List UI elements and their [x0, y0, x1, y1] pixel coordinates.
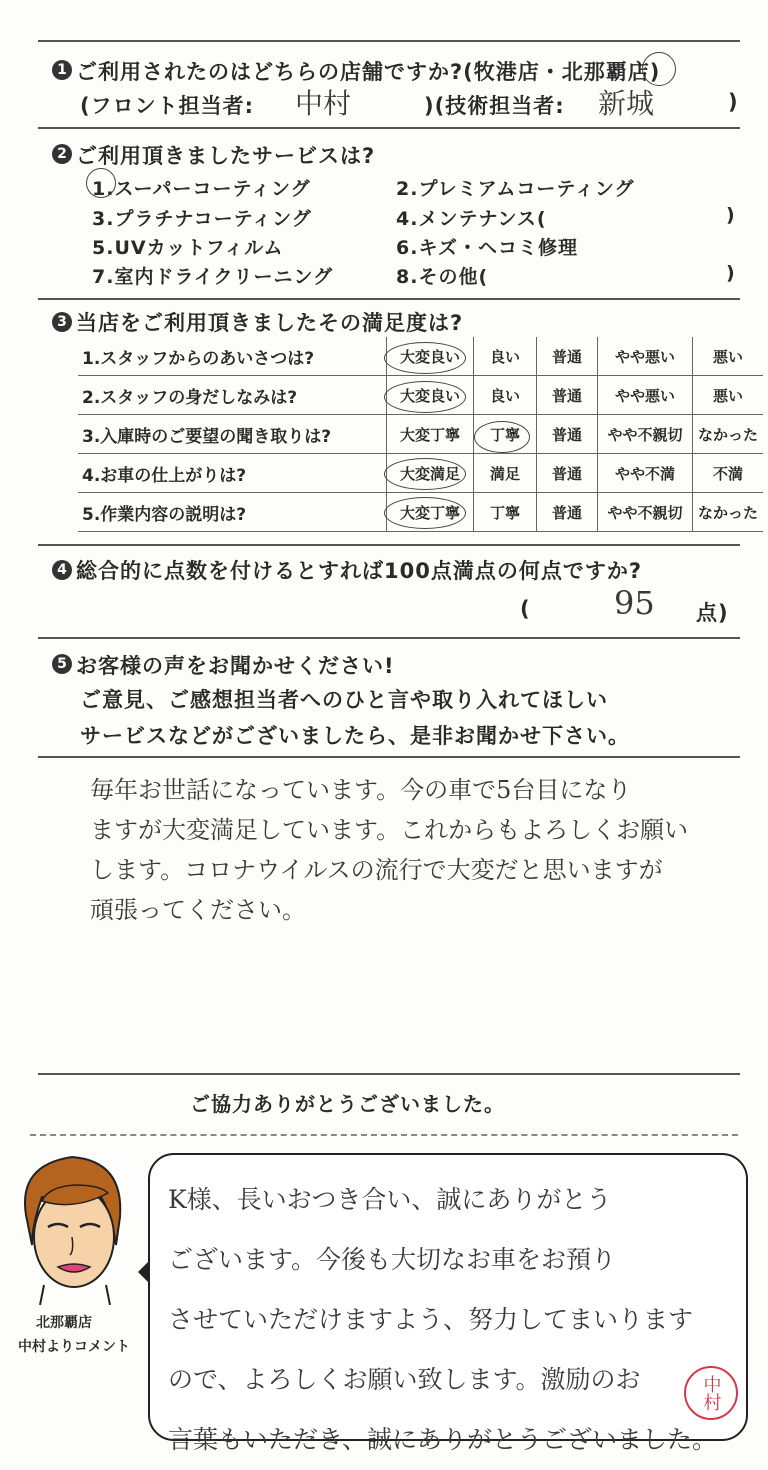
- option-cell: 良い: [474, 337, 537, 376]
- q5-line-1: お客様の声をお聞かせください!: [76, 654, 395, 678]
- service-item: 7.室内ドライクリーニング: [92, 266, 334, 288]
- question-number-2: 2: [52, 144, 72, 164]
- divider: [38, 40, 740, 42]
- row-question: 4.お車の仕上がりは?: [78, 454, 387, 493]
- front-staff-value: 中村: [295, 87, 352, 120]
- question-number-4: 4: [52, 560, 72, 580]
- question-number-5: 5: [52, 654, 72, 674]
- option-cell: 不満: [693, 454, 764, 493]
- row-question: 3.入庫時のご要望の聞き取りは?: [78, 415, 387, 454]
- option-cell: 普通: [537, 337, 598, 376]
- front-staff-label: (フロント担当者:: [80, 94, 254, 118]
- option-cell: やや悪い: [598, 337, 693, 376]
- option-cell: やや悪い: [598, 376, 693, 415]
- option-cell: 普通: [537, 493, 598, 532]
- bubble-tail: [138, 1260, 150, 1284]
- q5-line-2: ご意見、ご感想担当者へのひと言や取り入れてほしい: [80, 688, 608, 712]
- option-cell: なかった: [693, 415, 764, 454]
- option-cell: 大変丁寧: [387, 493, 474, 532]
- close-paren: ): [726, 262, 736, 284]
- divider: [38, 127, 740, 129]
- divider: [38, 756, 740, 758]
- selection-mark: [384, 381, 466, 413]
- close-paren: ): [726, 204, 736, 226]
- option-cell: 丁寧: [474, 415, 537, 454]
- option-cell: 悪い: [693, 337, 764, 376]
- option-cell: 悪い: [693, 376, 764, 415]
- close-paren: ): [728, 90, 739, 114]
- question-number-3: 3: [52, 312, 72, 332]
- score-value: 95: [614, 584, 655, 622]
- dotted-separator: [30, 1134, 738, 1136]
- q5-line-3: サービスなどがございましたら、是非お聞かせ下さい。: [80, 724, 630, 748]
- option-cell: 大変満足: [387, 454, 474, 493]
- option-cell: やや不親切: [598, 415, 693, 454]
- thanks-message: ご協力ありがとうございました。: [190, 1092, 505, 1116]
- option-cell: 大変良い: [387, 376, 474, 415]
- question-number-1: 1: [52, 60, 72, 80]
- option-cell: 丁寧: [474, 493, 537, 532]
- row-question: 5.作業内容の説明は?: [78, 493, 387, 532]
- option-cell: やや不満: [598, 454, 693, 493]
- option-cell: なかった: [693, 493, 764, 532]
- divider: [38, 637, 740, 639]
- divider: [38, 298, 740, 300]
- selection-mark: [384, 497, 466, 529]
- score-unit: 点): [696, 601, 729, 625]
- option-cell: やや不親切: [598, 493, 693, 532]
- option-cell: 良い: [474, 376, 537, 415]
- divider: [38, 544, 740, 546]
- option-cell: 満足: [474, 454, 537, 493]
- option-cell: 大変良い: [387, 337, 474, 376]
- staff-caption: 中村よりコメント: [18, 1339, 130, 1355]
- service-item: 5.UVカットフィルム: [92, 237, 284, 259]
- service-item: 8.その他(: [396, 266, 489, 288]
- selection-mark: [384, 342, 466, 374]
- service-item: 1.スーパーコーティング: [92, 178, 311, 200]
- service-item: 2.プレミアムコーティング: [396, 178, 635, 200]
- q4-question: 総合的に点数を付けるとすれば100点満点の何点ですか?: [76, 559, 643, 583]
- option-cell: 大変丁寧: [387, 415, 474, 454]
- divider: [38, 1073, 740, 1075]
- q2-question: ご利用頂きましたサービスは?: [76, 144, 376, 168]
- row-question: 1.スタッフからのあいさつは?: [78, 337, 387, 376]
- option-cell: 普通: [537, 454, 598, 493]
- tech-staff-label: )(技術担当者:: [424, 94, 565, 118]
- staff-avatar: [12, 1145, 136, 1305]
- table-row: [78, 415, 763, 454]
- service-item: 4.メンテナンス(: [396, 208, 547, 230]
- selected-store-mark: [642, 52, 676, 86]
- service-item: 6.キズ・ヘコミ修理: [396, 237, 579, 259]
- score-open-paren: (: [520, 597, 531, 621]
- row-question: 2.スタッフの身だしなみは?: [78, 376, 387, 415]
- q3-question: 当店をご利用頂きましたその満足度は?: [76, 311, 464, 335]
- staff-store: 北那覇店: [36, 1315, 92, 1331]
- option-cell: 普通: [537, 376, 598, 415]
- q1-question: ご利用されたのはどちらの店舗ですか?(牧港店・北那覇店): [76, 60, 661, 84]
- selection-mark: [384, 458, 466, 490]
- selection-mark: [474, 421, 530, 453]
- tech-staff-value: 新城: [598, 87, 655, 120]
- staff-stamp: 中村: [684, 1366, 738, 1420]
- customer-comment: 毎年お世話になっています。今の車で5台目になり ますが大変満足しています。これからもよろしくお願い します。コロナウイルスの流行で大変だと思いますが 頑張ってください。: [90, 776, 689, 924]
- option-cell: 普通: [537, 415, 598, 454]
- selected-service-mark: [86, 168, 116, 198]
- service-item: 3.プラチナコーティング: [92, 208, 312, 230]
- staff-reply: K様、長いおつき合い、誠にありがとう ございます。今後も大切なお車をお預り させていただけますよう、努力してまいります ので、よろしくお願い致します。激励のお 言葉もいただき、誠にありがとうございました。: [168, 1185, 718, 1454]
